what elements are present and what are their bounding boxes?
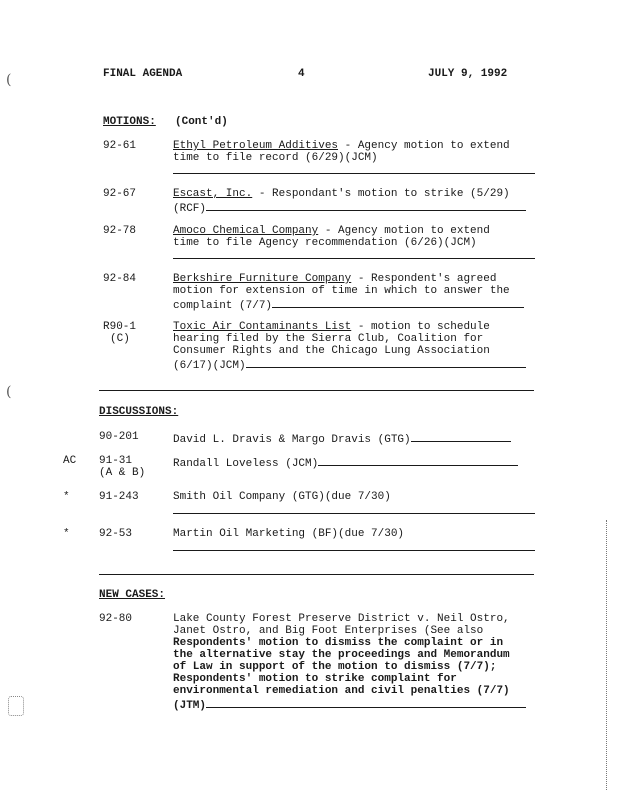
motion-text: Consumer Rights and the Chicago Lung Association (173, 345, 490, 357)
motion-entry (173, 225, 538, 249)
case-number: 92-84 (103, 273, 137, 285)
case-text: of Law in support of the motion to dismiss (7/7); (173, 661, 497, 673)
margin-stamp-mark (8, 696, 24, 716)
margin-bracket-mark: ( (6, 72, 12, 88)
case-name: Berkshire Furniture Company (173, 273, 352, 285)
discussion-entry (173, 491, 391, 503)
discussion-mark: * (63, 491, 70, 503)
motion-entry (173, 140, 538, 164)
fill-line (206, 200, 526, 211)
motion-text: - Respondant's motion to strike (5/29) (252, 188, 510, 200)
discussion-entry (173, 431, 511, 446)
motion-text: time to file record (6/29)(JCM) (173, 152, 378, 164)
motion-entry (173, 273, 538, 312)
fill-line (206, 697, 526, 708)
signature-rule (173, 550, 535, 551)
header-title: FINAL AGENDA (103, 68, 183, 80)
case-name: Escast, Inc. (173, 188, 253, 200)
case-subnumber: (C) (110, 333, 130, 345)
new-cases-heading: NEW CASES: (99, 589, 166, 601)
motion-text: motion for extension of time in which to answer the (173, 285, 510, 297)
margin-bracket-mark: ( (6, 384, 12, 400)
case-text: Respondents' motion to dismiss the complaint or in (173, 637, 504, 649)
case-number: 92-80 (99, 613, 133, 625)
case-name: Ethyl Petroleum Additives (173, 140, 339, 152)
case-number: 91-31 (99, 455, 133, 467)
motion-text: - Agency motion to extend (318, 225, 490, 237)
motion-text: hearing filed by the Sierra Club, Coalition for (173, 333, 484, 345)
motion-text: time to file Agency recommendation (6/26)(JCM) (173, 237, 477, 249)
motion-text: (RCF) (173, 203, 207, 215)
motion-text: (6/17)(JCM) (173, 360, 246, 372)
case-number: R90-1 (103, 321, 137, 333)
header-date: JULY 9, 1992 (428, 68, 508, 80)
discussions-heading: DISCUSSIONS: (99, 406, 179, 418)
motions-contd: (Cont'd) (175, 116, 228, 128)
discussion-entry (173, 528, 404, 540)
discussion-text: Smith Oil Company (GTG)(due 7/30) (173, 491, 391, 503)
discussion-mark: AC (63, 455, 77, 467)
fill-line (246, 357, 526, 368)
motions-heading: MOTIONS: (103, 116, 156, 128)
case-text: Lake County Forest Preserve District v. Neil Ostro, (173, 613, 510, 625)
case-text: the alternative stay the proceedings and Memorandum (173, 649, 510, 661)
discussion-text: Martin Oil Marketing (BF)(due 7/30) (173, 528, 405, 540)
page-number: 4 (298, 68, 305, 80)
case-text: (JTM) (173, 700, 207, 712)
case-number: 90-201 (99, 431, 139, 443)
new-case-entry (173, 613, 538, 712)
motion-entry (173, 188, 538, 215)
case-text: Janet Ostro, and Big Foot Enterprises (See also (173, 625, 484, 637)
signature-rule (173, 258, 535, 259)
discussion-mark: * (63, 528, 70, 540)
case-text: Respondents' motion to strike complaint for (173, 673, 457, 685)
motion-text: - Respondent's agreed (351, 273, 497, 285)
case-text: environmental remediation and civil penalties (7/7) (173, 685, 510, 697)
case-number: 92-61 (103, 140, 137, 152)
signature-rule (173, 513, 535, 514)
discussion-entry (173, 455, 518, 470)
discussion-text: David L. Dravis & Margo Dravis (GTG) (173, 434, 411, 446)
section-rule (99, 390, 534, 391)
case-number: 92-67 (103, 188, 137, 200)
fill-line (411, 431, 511, 442)
motion-text: - motion to schedule (351, 321, 490, 333)
motion-entry (173, 321, 538, 372)
motion-text: complaint (7/7) (173, 300, 273, 312)
fill-line (318, 455, 518, 466)
case-name: Toxic Air Contaminants List (173, 321, 352, 333)
page-edge-rule (606, 520, 607, 790)
discussion-text: Randall Loveless (JCM) (173, 458, 319, 470)
case-number: 92-78 (103, 225, 137, 237)
motion-text: - Agency motion to extend (338, 140, 510, 152)
fill-line (272, 297, 524, 308)
case-number: 92-53 (99, 528, 133, 540)
case-subnumber: (A & B) (99, 467, 146, 479)
case-name: Amoco Chemical Company (173, 225, 319, 237)
case-number: 91-243 (99, 491, 139, 503)
signature-rule (173, 173, 535, 174)
section-rule (99, 574, 534, 575)
